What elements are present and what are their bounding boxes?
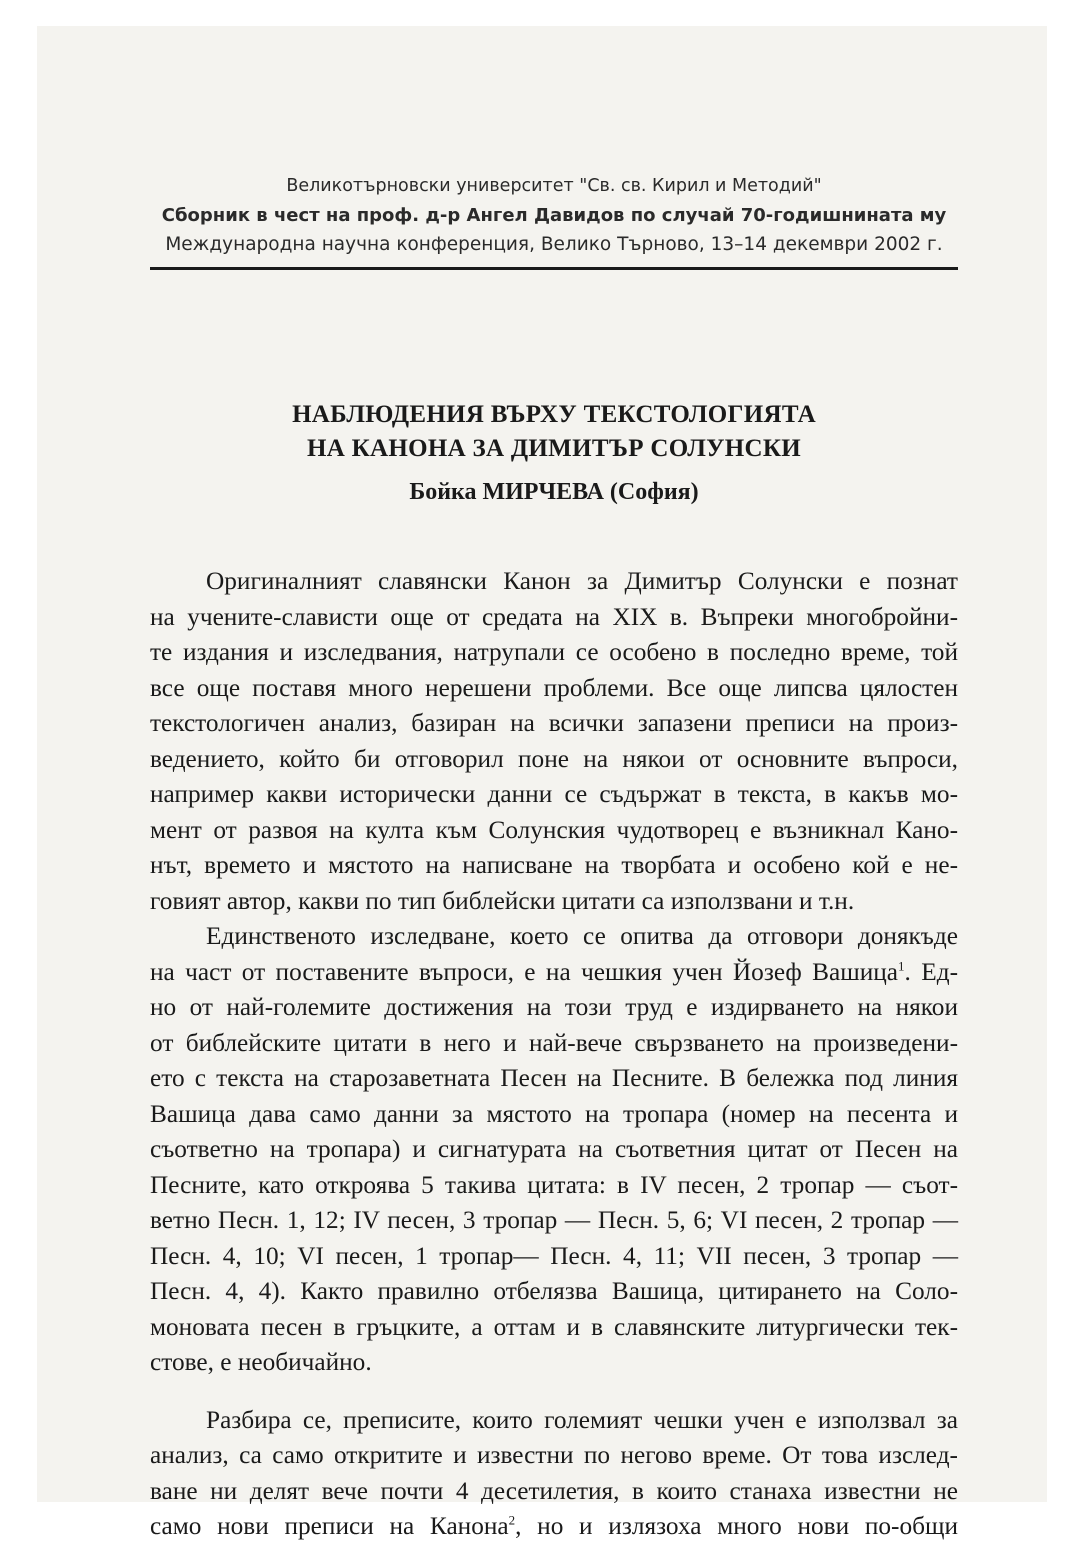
text-line: Оригиналният славянски Канон за Димитър Солунски е познат bbox=[206, 567, 958, 595]
text-line: ведението, който би отговорил поне на някои от основните въпроси, bbox=[150, 744, 958, 773]
text-line: мент от развоя на култа към Солунския чудотворец е възникнал Кано- bbox=[150, 815, 958, 844]
text-line: анализ, са само откритите и известни по негово време. От това изслед- bbox=[150, 1441, 958, 1469]
text-line: Единственото изследване, което се опитва да отговори донякъде bbox=[206, 922, 958, 950]
text-line: текстологичен анализ, базиран на всички запазени преписи на произ- bbox=[150, 709, 958, 737]
text-line: от библейските цитати в него и най-вече свързването на произведени- bbox=[150, 1028, 958, 1057]
article-title-block bbox=[150, 398, 958, 509]
text-line: ване ни делят вече почти 4 десетилетия, в които станаха известни не bbox=[150, 1476, 958, 1505]
university-line: Великотърновски университет "Св. св. Кирил и Методий" bbox=[286, 176, 822, 196]
text-line: стове, е необичайно. bbox=[150, 1348, 372, 1376]
text-line: Песн. 4, 10; VI песен, 1 тропар— Песн. 4, 11; VII песен, 3 тропар — bbox=[150, 1241, 958, 1270]
footnote-ref-1[interactable]: 1 bbox=[898, 958, 905, 974]
article-title-line-2: НА КАНОНА ЗА ДИМИТЪР СОЛУНСКИ bbox=[306, 435, 802, 462]
text-fragment: на част от поставените въпроси, е на чешкия учен Йозеф Вашица bbox=[150, 957, 899, 986]
text-line: Песните, като откроява 5 такива цитата: в IV песен, 2 тропар — съот- bbox=[150, 1170, 958, 1199]
article-body bbox=[150, 564, 958, 1545]
text-line: но от най-големите достижения на този труд е издирването на някои bbox=[150, 993, 958, 1021]
footnote-ref-2[interactable]: 2 bbox=[508, 1512, 516, 1528]
header-rule bbox=[150, 267, 958, 270]
text-line: ветно Песн. 1, 12; IV песен, 3 тропар — Песн. 5, 6; VI песен, 2 тропар — bbox=[150, 1206, 958, 1234]
publication-header bbox=[150, 172, 958, 259]
text-line: нът, времето и мястото на написване на творбата и особено кой е не- bbox=[150, 851, 958, 879]
text-line: съответно на тропара) и сигнатурата на съответния цитат от Песен на bbox=[150, 1135, 958, 1163]
text-line bbox=[150, 955, 958, 991]
paragraph-gap bbox=[150, 1381, 958, 1403]
article-title-line-1: НАБЛЮДЕНИЯ ВЪРХУ ТЕКСТОЛОГИЯТА bbox=[292, 401, 816, 428]
text-line: Песн. 4, 4). Както правилно отбелязва Вашица, цитирането на Соло- bbox=[150, 1277, 958, 1305]
collection-line: Сборник в чест на проф. д-р Ангел Давидов по случай 70-годишнината му bbox=[161, 205, 947, 226]
text-line bbox=[150, 1509, 958, 1545]
text-line: моновата песен в гръцките, а оттам и в славянските литургически тек- bbox=[150, 1312, 958, 1341]
text-fragment: само нови преписи на Канона bbox=[150, 1512, 509, 1540]
conference-line: Международна научна конференция, Велико Търново, 13–14 декември 2002 г. bbox=[165, 234, 943, 255]
text-line: те издания и изследвания, натрупали се особено в последно време, той bbox=[150, 638, 958, 666]
text-line: Вашица дава само данни за мястото на тропара (номер на песента и bbox=[150, 1099, 958, 1128]
article-author: Бойка МИРЧЕВА (София) bbox=[409, 479, 699, 505]
text-line: например какви исторически данни се съдържат в текста, в какъв мо- bbox=[150, 780, 958, 808]
text-fragment: , но и излязоха много нови по-общи bbox=[515, 1512, 958, 1540]
text-line: Разбира се, преписите, които големият чешки учен е използвал за bbox=[206, 1405, 958, 1434]
text-line: все още поставя много нерешени проблеми. Все още липсва цялостен bbox=[150, 673, 958, 702]
text-fragment: . Ед- bbox=[904, 957, 958, 986]
text-line: ето с текста на старозаветната Песен на Песните. В бележка под линия bbox=[150, 1064, 958, 1092]
text-line: на учените-слависти още от средата на XIX в. Въпреки многобройни- bbox=[150, 602, 958, 631]
text-line: говият автор, какви по тип библейски цитати са използвани и т.н. bbox=[150, 886, 855, 915]
